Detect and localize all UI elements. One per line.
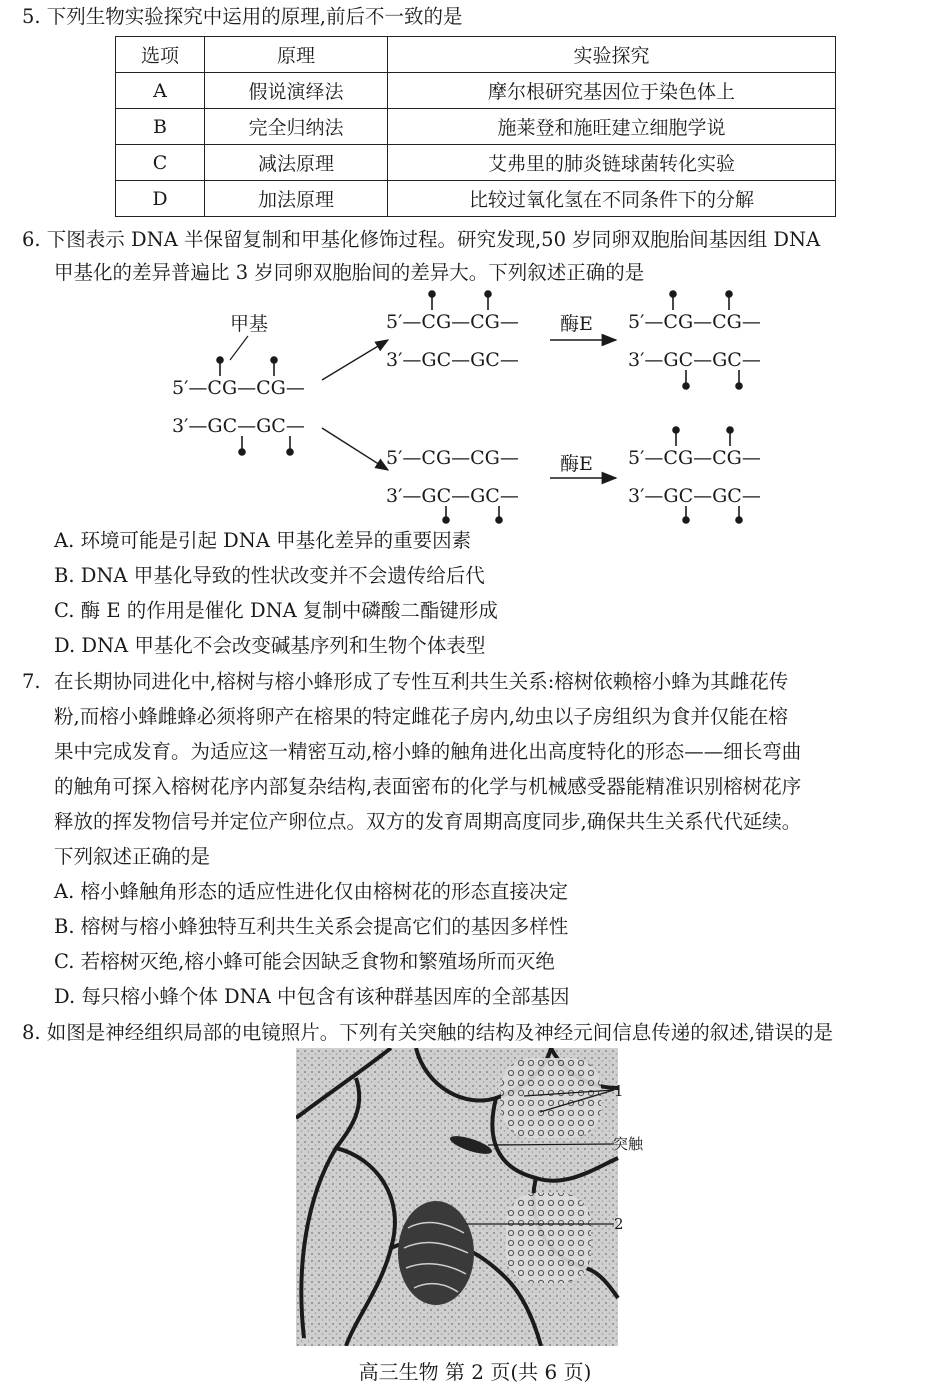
q7-line: 的触角可探入榕树花序内部复杂结构,表面密布的化学与机械感受器能精准识别榕树花序 [54,775,802,798]
q6-option-c: C. 酶 E 的作用是催化 DNA 复制中磷酸二酯键形成 [54,599,498,622]
q7-line: 果中完成发育。为适应这一精密互动,榕小蜂的触角进化出高度特化的形态——细长弯曲 [54,740,802,763]
methyl-label: 甲基 [230,313,269,335]
q6-option-d: D. DNA 甲基化不会改变碱基序列和生物个体表型 [54,634,486,657]
table-row [116,181,836,217]
upper-result-strand-top: 5′—CG—CG— [628,311,761,333]
lower-result-methyl-marks [673,427,742,523]
q8-stem: 8. 如图是神经组织局部的电镜照片。下列有关突触的结构及神经元间信息传递的叙述,错误的是 [22,1021,834,1044]
methyl-group-marks [217,357,293,455]
mitochondrion [398,1201,474,1305]
table-cell: 艾弗里的肺炎链球菌转化实验 [388,145,836,181]
q6-stem-line2: 甲基化的差异普遍比 3 岁同卵双胞胎间的差异大。下列叙述正确的是 [54,261,645,284]
q7-stem [22,664,934,874]
q7-line: 在长期协同进化中,榕树与榕小蜂形成了专性互利共生关系:榕树依赖榕小蜂为其雌花传 [54,670,789,693]
q7-option-d: D. 每只榕小蜂个体 DNA 中包含有该种群基因库的全部基因 [54,985,570,1008]
table-cell: A [116,73,205,109]
q7-line: 下列叙述正确的是 [54,845,211,868]
upper-daughter-strand-bottom: 3′—GC—GC— [386,349,519,371]
q7-line: 粉,而榕小蜂雌蜂必须将卵产在榕果的特定雌花子房内,幼虫以子房组织为食并仅能在榕 [54,705,788,728]
lower-daughter-strand-top: 5′—CG—CG— [386,447,519,469]
synapse-em-photo [296,1048,660,1346]
table-row [116,73,836,109]
vesicle-cluster-2 [506,1193,591,1283]
table-cell: D [116,181,205,217]
upper-daughter-methyl-marks [429,291,491,310]
header-option: 选项 [116,37,205,73]
table-cell: 减法原理 [205,145,388,181]
table-cell: 假说演绎法 [205,73,388,109]
table-cell: B [116,109,205,145]
table-row [116,109,836,145]
replication-arrow-down [322,428,388,470]
table-cell: 比较过氧化氢在不同条件下的分解 [388,181,836,217]
methyl-pointer [230,336,248,360]
lower-daughter-methyl-marks [443,506,502,523]
q6-stem-line1: 6. 下图表示 DNA 半保留复制和甲基化修饰过程。研究发现,50 岁同卵双胞胎间基因组 DNA [22,228,821,251]
table-cell: 摩尔根研究基因位于染色体上 [388,73,836,109]
header-experiment: 实验探究 [388,37,836,73]
dna-methylation-diagram [170,288,780,524]
replication-arrow-up [322,340,388,380]
page-footer: 高三生物 第 2 页(共 6 页) [358,1360,592,1384]
table-cell: 施莱登和施旺建立细胞学说 [388,109,836,145]
table-header-row [116,37,836,73]
q7-number: 7. [22,670,41,693]
q5-stem: 5. 下列生物实验探究中运用的原理,前后不一致的是 [22,5,463,28]
upper-result-methyl-marks [670,291,742,389]
q5-table [115,36,836,217]
enzyme-e-label-upper: 酶E [560,313,593,335]
q7-line: 释放的挥发物信号并定位产卵位点。双方的发育周期高度同步,确保共生关系代代延续。 [54,810,802,833]
header-principle: 原理 [205,37,388,73]
label-1: 1 [614,1082,624,1100]
q7-option-a: A. 榕小蜂触角形态的适应性进化仅由榕树花的形态直接决定 [54,880,568,903]
table-cell: 加法原理 [205,181,388,217]
q7-option-c: C. 若榕树灭绝,榕小蜂可能会因缺乏食物和繁殖场所而灭绝 [54,950,555,973]
q7-option-b: B. 榕树与榕小蜂独特互利共生关系会提高它们的基因多样性 [54,915,569,938]
upper-result-strand-bottom: 3′—GC—GC— [628,349,761,371]
table-cell: C [116,145,205,181]
parent-strand-bottom: 3′—GC—GC— [172,415,305,437]
lower-result-strand-bottom: 3′—GC—GC— [628,485,761,507]
table-cell: 完全归纳法 [205,109,388,145]
parent-strand-top: 5′—CG—CG— [172,377,305,399]
upper-daughter-strand-top: 5′—CG—CG— [386,311,519,333]
enzyme-e-label-lower: 酶E [560,453,593,475]
label-synapse: 突触 [613,1135,644,1153]
table-row [116,145,836,181]
lower-daughter-strand-bottom: 3′—GC—GC— [386,485,519,507]
label-2: 2 [614,1215,624,1233]
lower-result-strand-top: 5′—CG—CG— [628,447,761,469]
q6-option-b: B. DNA 甲基化导致的性状改变并不会遗传给后代 [54,564,485,587]
q6-option-a: A. 环境可能是引起 DNA 甲基化差异的重要因素 [54,529,472,552]
